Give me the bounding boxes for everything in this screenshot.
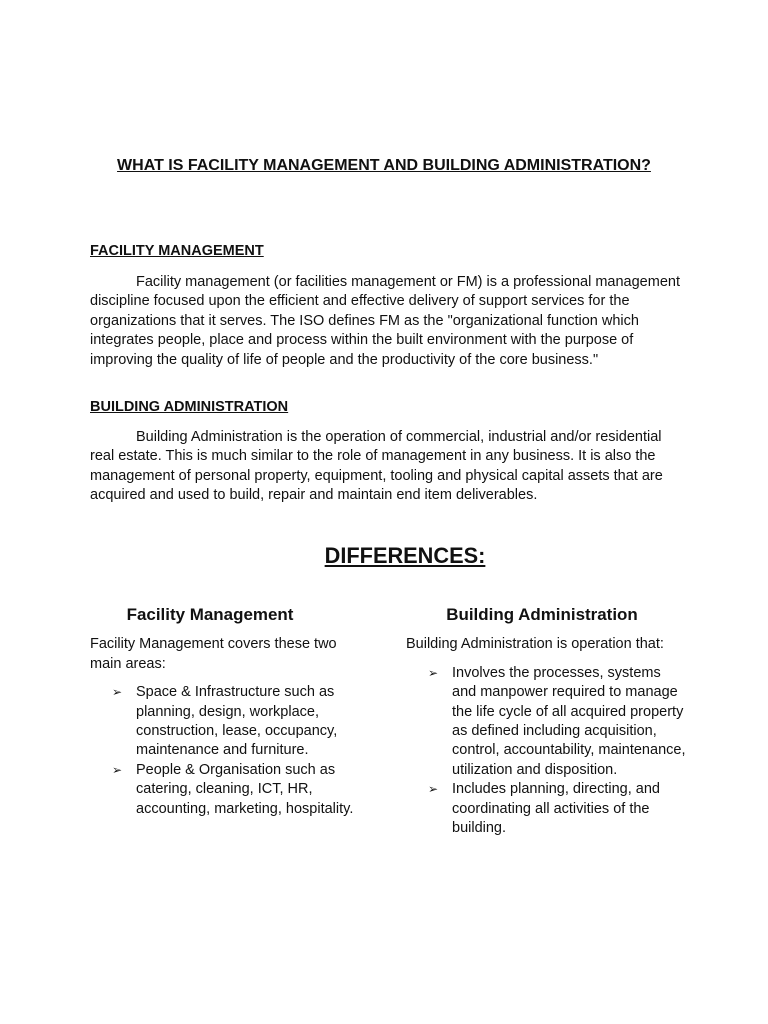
list-item: [90, 761, 360, 819]
facility-management-column: [90, 605, 360, 819]
arrowhead-bullet-icon: ➢: [112, 762, 123, 777]
building-administration-column-intro: Building Administration is operation that:: [406, 636, 664, 653]
differences-heading: DIFFERENCES:: [324, 543, 486, 568]
building-administration-paragraph: Building Administration is the operation of commercial, industrial and/or residential real estate. This is much similar to the role of management in any business. It is also the management of personal property, equipment, tooling and physical capital assets that are acquired and used to build, repair and maintain end item deliverables.: [90, 429, 663, 504]
document-title: WHAT IS FACILITY MANAGEMENT AND BUILDING ADMINISTRATION?: [117, 157, 651, 174]
arrowhead-bullet-icon: ➢: [428, 665, 439, 680]
list-item: [90, 683, 360, 761]
list-item-text: Space & Infrastructure such as planning, design, workplace, construction, lease, occupancy, maintenance and furniture.: [136, 684, 338, 759]
building-administration-heading: BUILDING ADMINISTRATION: [90, 399, 289, 415]
arrowhead-bullet-icon: ➢: [428, 782, 439, 797]
building-administration-column-title: Building Administration: [446, 605, 638, 624]
facility-management-column-intro: Facility Management covers these two main areas:: [90, 636, 337, 672]
building-administration-column: [406, 605, 686, 838]
facility-management-bullet-list: [90, 683, 360, 819]
list-item-text: Involves the processes, systems and manpower required to manage the life cycle of all acquired property as defined including acquisition, control, accountability, maintenance, utilization and disposition.: [452, 664, 686, 778]
facility-management-column-title: Facility Management: [126, 605, 294, 624]
facility-management-heading: FACILITY MANAGEMENT: [90, 243, 264, 259]
list-item-text: Includes planning, directing, and coordinating all activities of the building.: [452, 781, 660, 837]
building-administration-bullet-list: [406, 664, 686, 839]
list-item: [406, 664, 686, 780]
list-item-text: People & Organisation such as catering, cleaning, ICT, HR, accounting, marketing, hospitality.: [136, 761, 354, 817]
arrowhead-bullet-icon: ➢: [112, 685, 123, 700]
list-item: [406, 780, 686, 838]
facility-management-paragraph: Facility management (or facilities management or FM) is a professional management discipline focused upon the efficient and effective delivery of support services for the organizations that it serves. The ISO defines FM as the "organizational function which integrates people, place and process within the built environment with the purpose of improving the quality of life of people and the productivity of the core business.": [90, 274, 680, 368]
